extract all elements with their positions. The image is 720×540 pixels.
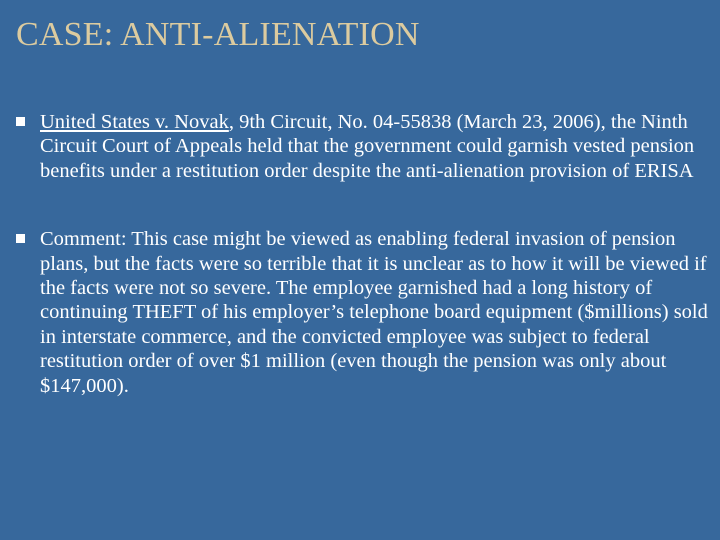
case-citation-text: , 9th Circuit, No. 04-55838 (March 23, 2006), the Ninth Circuit Court of Appeals held that the government could garnish vested pension benefits under a restitution order despite the anti-alienation provision of ERISA xyxy=(40,111,695,182)
square-bullet-icon xyxy=(16,117,25,126)
case-name-link[interactable]: United States v. Novak xyxy=(40,111,229,133)
bullet-comment xyxy=(16,227,712,398)
bullet-list xyxy=(16,110,712,398)
slide-title: CASE: ANTI-ALIENATION xyxy=(16,16,420,53)
comment-text: Comment: This case might be viewed as enabling federal invasion of pension plans, but the facts were so terrible that it is unclear as to how it will be viewed if the facts were not so severe. The employee garnished had a long history of continuing THEFT of his employer’s telephone board equipment ($millions) sold in interstate commerce, and the convicted employee was subject to federal restitution order of over $1 million (even though the pension was only about $147,000). xyxy=(40,228,708,397)
bullet-case-citation xyxy=(16,110,712,183)
square-bullet-icon xyxy=(16,234,25,243)
